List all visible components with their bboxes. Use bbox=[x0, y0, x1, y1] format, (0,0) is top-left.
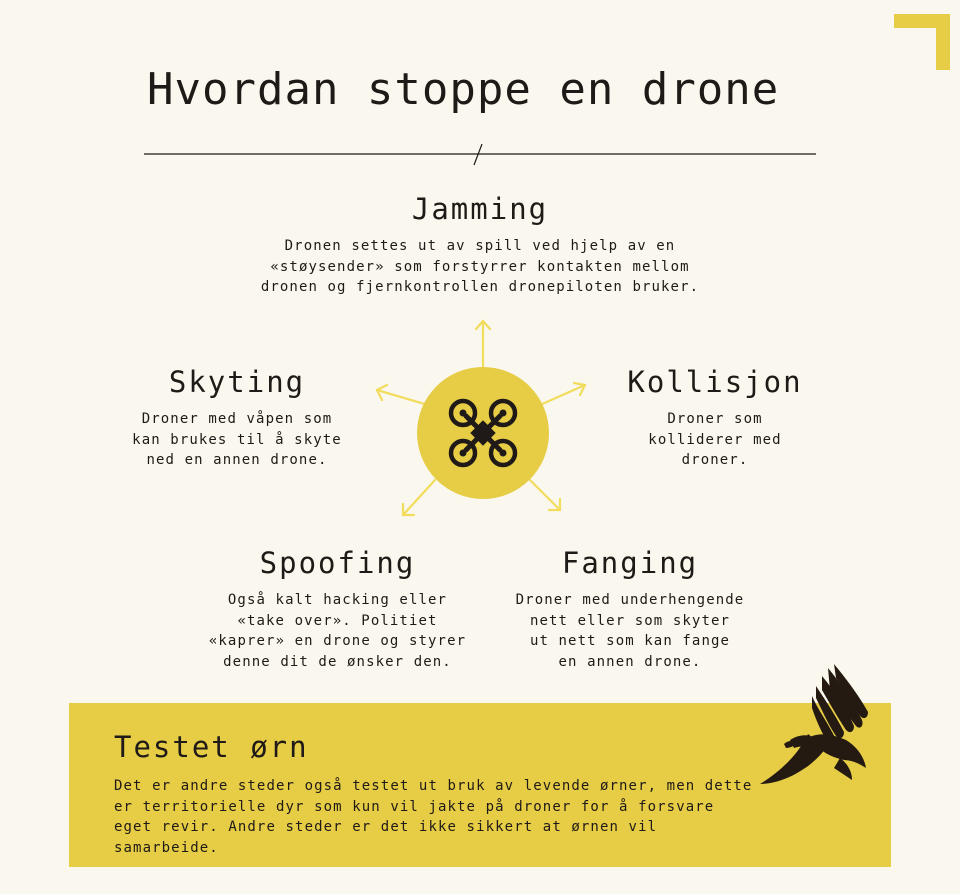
method-skyting-heading: Skyting bbox=[168, 365, 306, 399]
arrow-up-icon bbox=[476, 321, 490, 370]
testet-orn-heading: Testet ørn bbox=[114, 730, 309, 764]
method-spoofing-text: Også kalt hacking eller «take over». Politiet «kaprer» en drone og styrer denne dit de ønsker den. bbox=[208, 592, 467, 671]
testet-orn-text: Det er andre steder også testet ut bruk av levende ørner, men dette er territorielle dyr som kun vil jakte på droner for å forsvare eget revir. Andre steder er det ikke sikkert at ørnen vil samarbeide. bbox=[114, 778, 753, 857]
method-kollisjon-heading: Kollisjon bbox=[627, 365, 803, 399]
eagle-icon bbox=[760, 660, 870, 795]
method-skyting-text: Droner med våpen som kan brukes til å skyte ned en annen drone. bbox=[132, 411, 342, 469]
arrow-up-right-icon bbox=[540, 383, 585, 405]
method-jamming-text: Dronen settes ut av spill ved hjelp av en «støysender» som forstyrrer kontakten mellom dronen og fjernkontrollen dronepiloten bruker. bbox=[260, 238, 700, 296]
page-title: Hvordan stoppe en drone bbox=[147, 64, 780, 115]
drone-hub bbox=[370, 315, 600, 530]
method-spoofing-heading: Spoofing bbox=[259, 546, 416, 580]
arrow-down-right-icon bbox=[530, 480, 560, 510]
method-skyting bbox=[112, 365, 362, 471]
arrow-down-left-icon bbox=[403, 480, 435, 515]
method-kollisjon-text: Droner som kolliderer med droner. bbox=[648, 411, 782, 469]
method-jamming-heading: Jamming bbox=[411, 192, 549, 226]
method-fanging bbox=[505, 546, 755, 673]
method-fanging-text: Droner med underhengende nett eller som skyter ut nett som kan fange en annen drone. bbox=[515, 592, 745, 671]
method-spoofing bbox=[195, 546, 480, 673]
method-kollisjon bbox=[610, 365, 820, 471]
title-divider bbox=[144, 144, 816, 166]
method-jamming bbox=[240, 192, 720, 298]
corner-mark-icon bbox=[894, 14, 950, 70]
method-fanging-heading: Fanging bbox=[561, 546, 699, 580]
